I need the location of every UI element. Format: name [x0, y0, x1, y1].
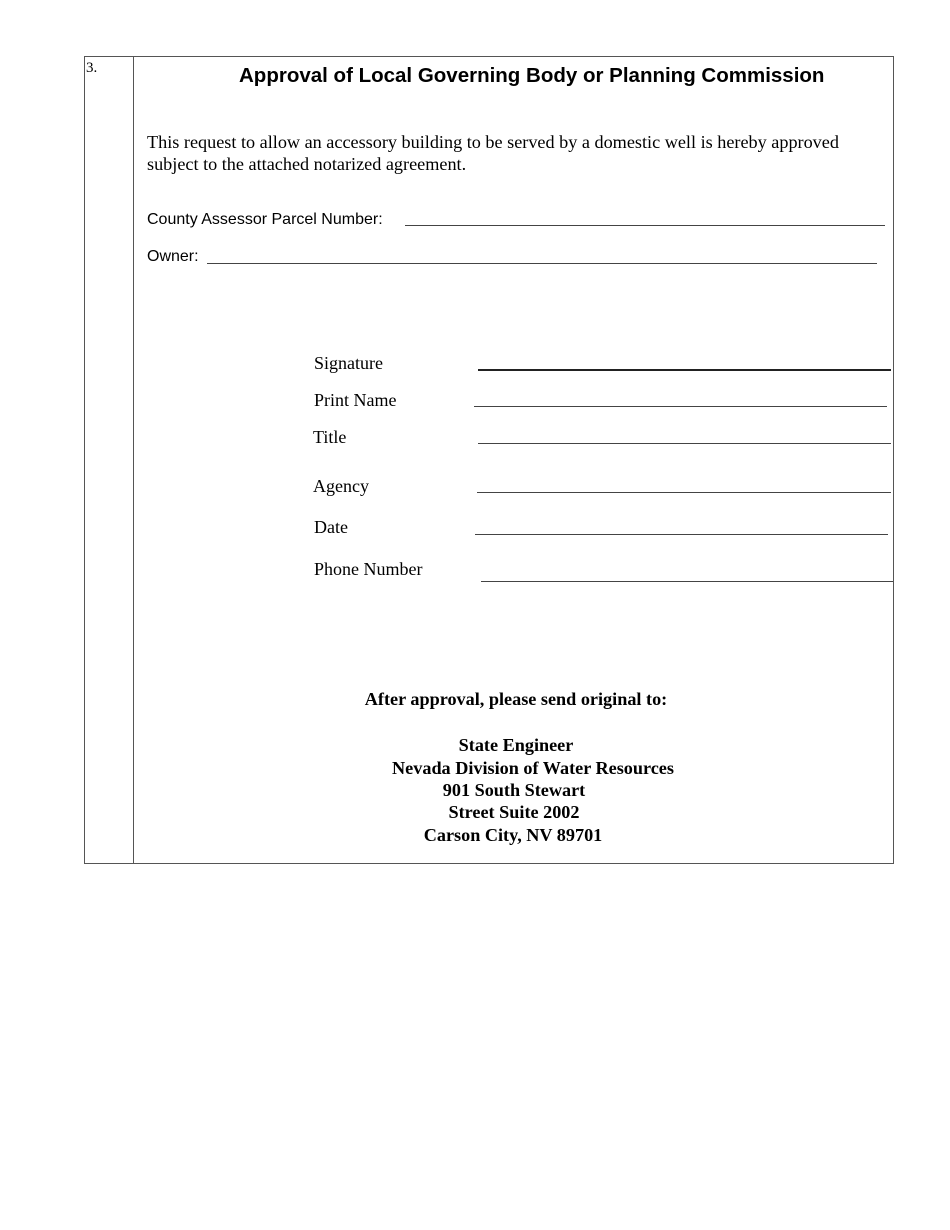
owner-label: Owner: — [147, 248, 199, 265]
signature-label: Signature — [314, 353, 383, 373]
number-column-divider — [133, 57, 134, 863]
approval-form-section — [84, 56, 894, 864]
signature-line[interactable] — [478, 369, 891, 371]
title-line[interactable] — [478, 443, 891, 444]
mailing-instruction: After approval, please send original to: — [364, 689, 668, 709]
agency-label: Agency — [313, 476, 369, 496]
parcel-number-label: County Assessor Parcel Number: — [147, 211, 383, 228]
address-line: Street Suite 2002 — [448, 802, 580, 822]
section-title: Approval of Local Governing Body or Planning Commission — [239, 64, 825, 87]
owner-line[interactable] — [207, 263, 877, 264]
address-line: State Engineer — [458, 735, 574, 755]
approval-statement: This request to allow an accessory building to be served by a domestic well is hereby approved subject to the attached notarized agreement. — [147, 132, 839, 174]
address-line: Carson City, NV 89701 — [423, 825, 603, 845]
address-line: 901 South Stewart — [442, 780, 586, 800]
print-name-label: Print Name — [314, 390, 397, 410]
phone-number-line[interactable] — [481, 581, 893, 582]
parcel-number-line[interactable] — [405, 225, 885, 226]
phone-number-label: Phone Number — [314, 559, 423, 579]
agency-line[interactable] — [477, 492, 891, 493]
title-label: Title — [313, 427, 347, 447]
date-line[interactable] — [475, 534, 888, 535]
address-line: Nevada Division of Water Resources — [392, 758, 674, 778]
print-name-line[interactable] — [474, 406, 887, 407]
date-label: Date — [314, 517, 348, 537]
section-number: 3. — [86, 60, 98, 76]
